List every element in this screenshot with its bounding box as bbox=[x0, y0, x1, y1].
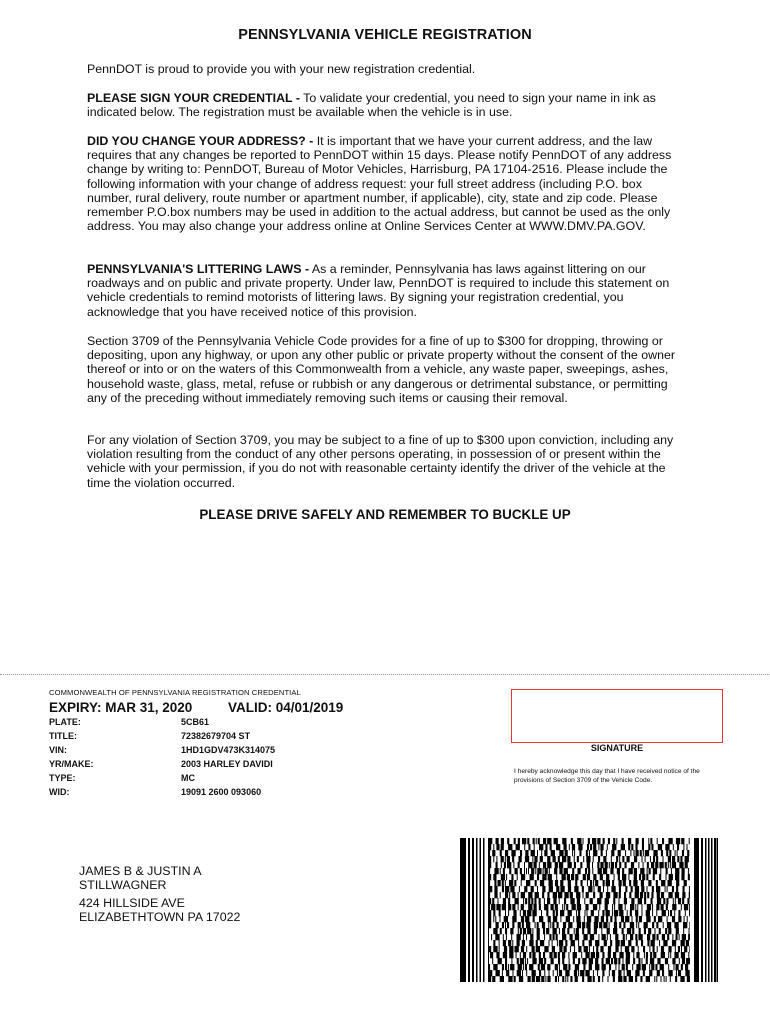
littering-text: As a reminder, Pennsylvania has laws against littering on our roadways and on public and private property. Under law, PennDOT is required to include this statement on vehicle credentials to remind motorists of littering laws. By signing your registration credential, you acknowledge that you have received notice of this provision. bbox=[87, 262, 670, 319]
plate-value: 5CB61 bbox=[181, 717, 210, 727]
credential-header: COMMONWEALTH OF PENNSYLVANIA REGISTRATION CREDENTIAL bbox=[49, 688, 301, 697]
title-label: TITLE: bbox=[49, 731, 77, 741]
valid-date: VALID: 04/01/2019 bbox=[228, 700, 344, 715]
address-paragraph bbox=[87, 134, 687, 233]
address-heading: DID YOU CHANGE YOUR ADDRESS? - bbox=[87, 134, 314, 148]
intro-paragraph: PennDOT is proud to provide you with your new registration credential. bbox=[87, 62, 476, 76]
violation-paragraph: For any violation of Section 3709, you may be subject to a fine of up to $300 upon conviction, including any violation resulting from the conduct of any other persons operating, in possession of or present within the vehicle with your permission, if you do not with reasonable certainty identify the driver of the vehicle at the time the violation occurred. bbox=[87, 433, 674, 490]
type-label: TYPE: bbox=[49, 773, 76, 783]
yr-make-value: 2003 HARLEY DAVIDI bbox=[181, 759, 273, 769]
acknowledgement-text: I hereby acknowledge this day that I have received notice of the provisions of Section 3709 of the Vehicle Code. bbox=[514, 768, 700, 784]
littering-paragraph bbox=[87, 262, 687, 319]
vin-label: VIN: bbox=[49, 745, 67, 755]
sign-paragraph bbox=[87, 91, 687, 119]
title-value: 72382679704 ST bbox=[181, 731, 251, 741]
owner-city: ELIZABETHTOWN PA 17022 bbox=[79, 910, 241, 924]
address-text: It is important that we have your current address, and the law requires that any changes be reported to PennDOT within 15 days. Please notify PennDOT of any address change by writing to: PennDOT, Bureau of Motor Vehicles, Harrisburg, PA 17104-2516. Please include the following information with your change of address request: your full street address (including P.O. box number, rural delivery, route number or apartment number, if applicable), city, state and zip code. Please remember P.O.box numbers may be used in addition to the actual address, but cannot be used as the only address. You may also change your address online at Online Services Center at WWW.DMV.PA.GOV. bbox=[87, 134, 672, 234]
section-3709-paragraph: Section 3709 of the Pennsylvania Vehicle Code provides for a fine of up to $300 for dropping, throwing or depositing, upon any highway, or upon any other public or private property without the consent of the owner thereof or into or on the waters of this Commonwealth from a vehicle, any waste paper, sweepings, ashes, household waste, glass, metal, refuse or rubbish or any dangerous or detrimental substance, or permitting any of the preceding without immediately removing such items or causing their removal. bbox=[87, 334, 676, 405]
owner-name-line1: JAMES B & JUSTIN A bbox=[79, 864, 202, 878]
owner-name-line2: STILLWAGNER bbox=[79, 878, 167, 892]
signature-label: SIGNATURE bbox=[590, 743, 644, 753]
wid-value: 19091 2600 093060 bbox=[181, 787, 262, 797]
expiry-date: EXPIRY: MAR 31, 2020 bbox=[49, 700, 193, 715]
wid-label: WID: bbox=[49, 787, 70, 797]
owner-street: 424 HILLSIDE AVE bbox=[79, 896, 185, 910]
vin-value: 1HD1GDV473K314075 bbox=[181, 745, 276, 755]
perforation-line bbox=[0, 674, 770, 675]
sign-text: To validate your credential, you need to sign your name in ink as indicated below. The registration must be available when the vehicle is in use. bbox=[87, 91, 656, 120]
littering-heading: PENNSYLVANIA'S LITTERING LAWS - bbox=[87, 262, 310, 276]
signature-box[interactable] bbox=[511, 689, 723, 743]
closing-message: PLEASE DRIVE SAFELY AND REMEMBER TO BUCKLE UP bbox=[199, 507, 571, 522]
document-title: PENNSYLVANIA VEHICLE REGISTRATION bbox=[238, 27, 532, 43]
plate-label: PLATE: bbox=[49, 717, 81, 727]
type-value: MC bbox=[181, 773, 195, 783]
yr-make-label: YR/MAKE: bbox=[49, 759, 94, 769]
sign-heading: PLEASE SIGN YOUR CREDENTIAL - bbox=[87, 91, 300, 105]
pdf417-barcode bbox=[460, 838, 718, 982]
